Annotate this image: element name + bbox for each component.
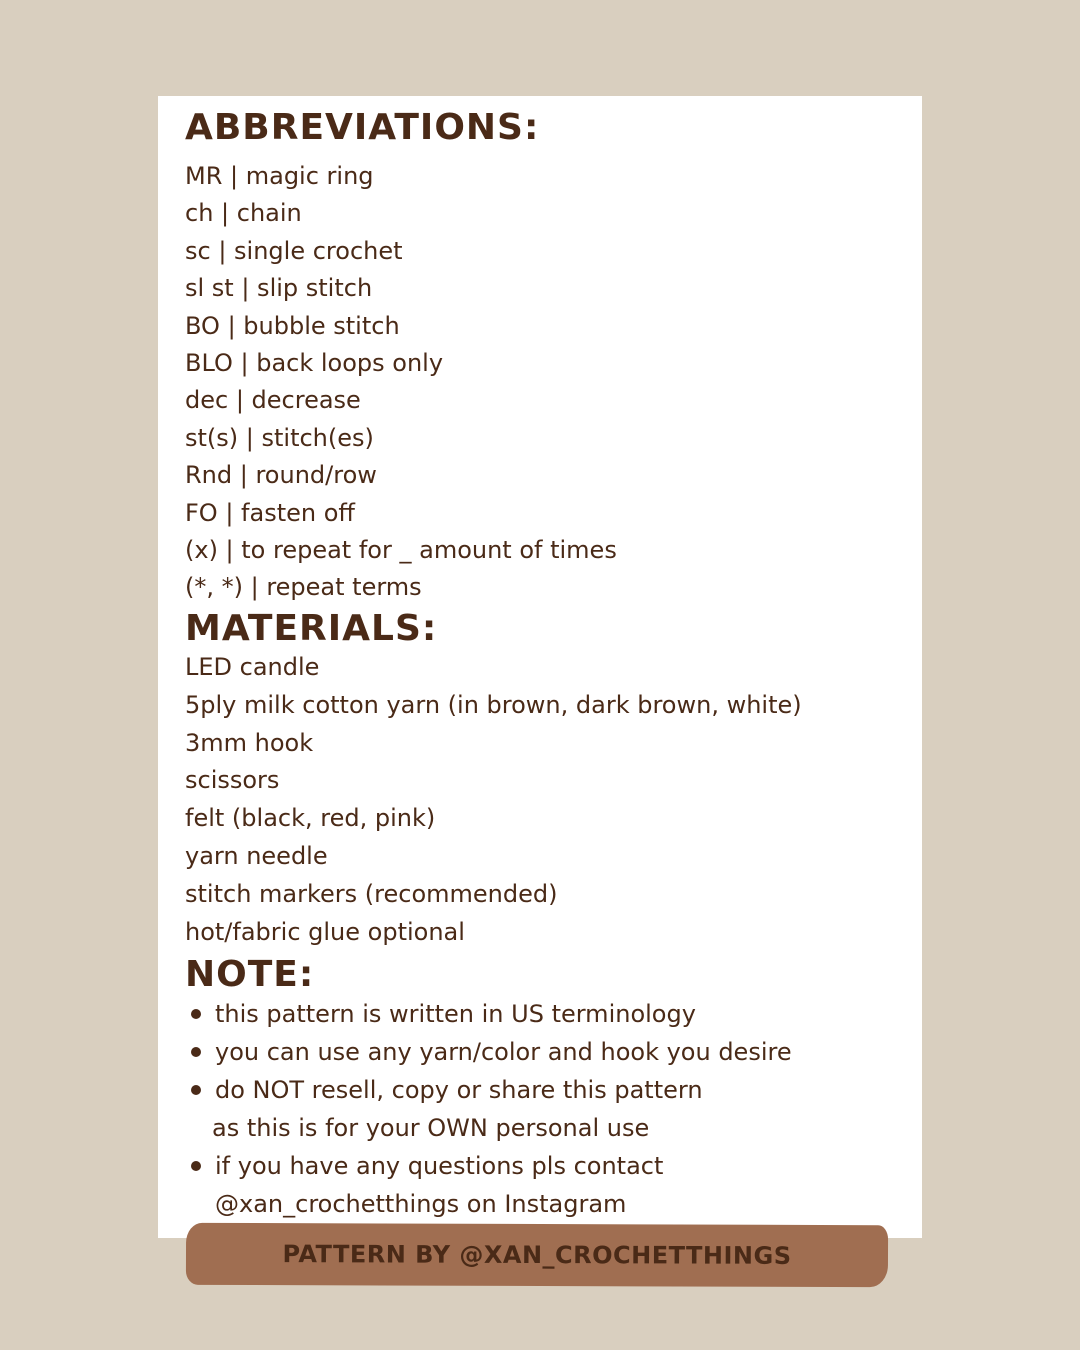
- list-item: sc | single crochet: [185, 236, 403, 265]
- list-item: LED candle: [185, 653, 320, 681]
- bullet-icon: [191, 1047, 201, 1057]
- list-item: (*, *) | repeat terms: [185, 573, 422, 602]
- list-item: MR | magic ring: [185, 162, 374, 190]
- note-item: [185, 995, 792, 1033]
- list-item: BLO | back loops only: [185, 348, 444, 377]
- bullet-icon: [191, 1161, 201, 1171]
- note-text: do NOT resell, copy or share this pattern: [215, 1076, 703, 1104]
- list-item: dec | decrease: [185, 386, 361, 415]
- list-item: 5ply milk cotton yarn (in brown, dark brown, white): [185, 690, 802, 719]
- note-text-continued: as this is for your OWN personal use: [212, 1114, 650, 1142]
- list-item: FO | fasten off: [185, 498, 355, 527]
- list-item: felt (black, red, pink): [185, 804, 436, 833]
- note-text-continued: @xan_crochetthings on Instagram: [215, 1190, 627, 1218]
- credit-banner: [186, 1223, 888, 1287]
- list-item: ch | chain: [185, 199, 302, 228]
- note-item: [185, 1033, 792, 1071]
- list-item: scissors: [185, 766, 280, 795]
- list-item: st(s) | stitch(es): [185, 423, 374, 452]
- note-item: [185, 1071, 792, 1147]
- materials-heading: MATERIALS:: [185, 608, 438, 649]
- list-item: BO | bubble stitch: [185, 311, 400, 340]
- bullet-icon: [191, 1009, 201, 1019]
- note-item: [185, 1147, 792, 1223]
- note-list: [185, 995, 792, 1223]
- list-item: hot/fabric glue optional: [185, 917, 465, 946]
- abbreviations-list: [185, 158, 617, 607]
- bullet-icon: [191, 1085, 201, 1095]
- note-heading: NOTE:: [185, 954, 315, 995]
- list-item: Rnd | round/row: [185, 461, 377, 490]
- list-item: (x) | to repeat for _ amount of times: [185, 535, 617, 564]
- list-item: yarn needle: [185, 841, 328, 870]
- list-item: stitch markers (recommended): [185, 879, 558, 908]
- note-text: you can use any yarn/color and hook you desire: [215, 1038, 792, 1066]
- list-item: sl st | slip stitch: [185, 274, 373, 303]
- credit-text: PATTERN BY @XAN_CROCHETTHINGS: [282, 1240, 792, 1270]
- note-text: this pattern is written in US terminology: [215, 1000, 696, 1028]
- abbreviations-heading: ABBREVIATIONS:: [185, 107, 540, 148]
- materials-list: [185, 649, 802, 951]
- list-item: 3mm hook: [185, 728, 314, 757]
- note-text: if you have any questions pls contact: [215, 1152, 664, 1180]
